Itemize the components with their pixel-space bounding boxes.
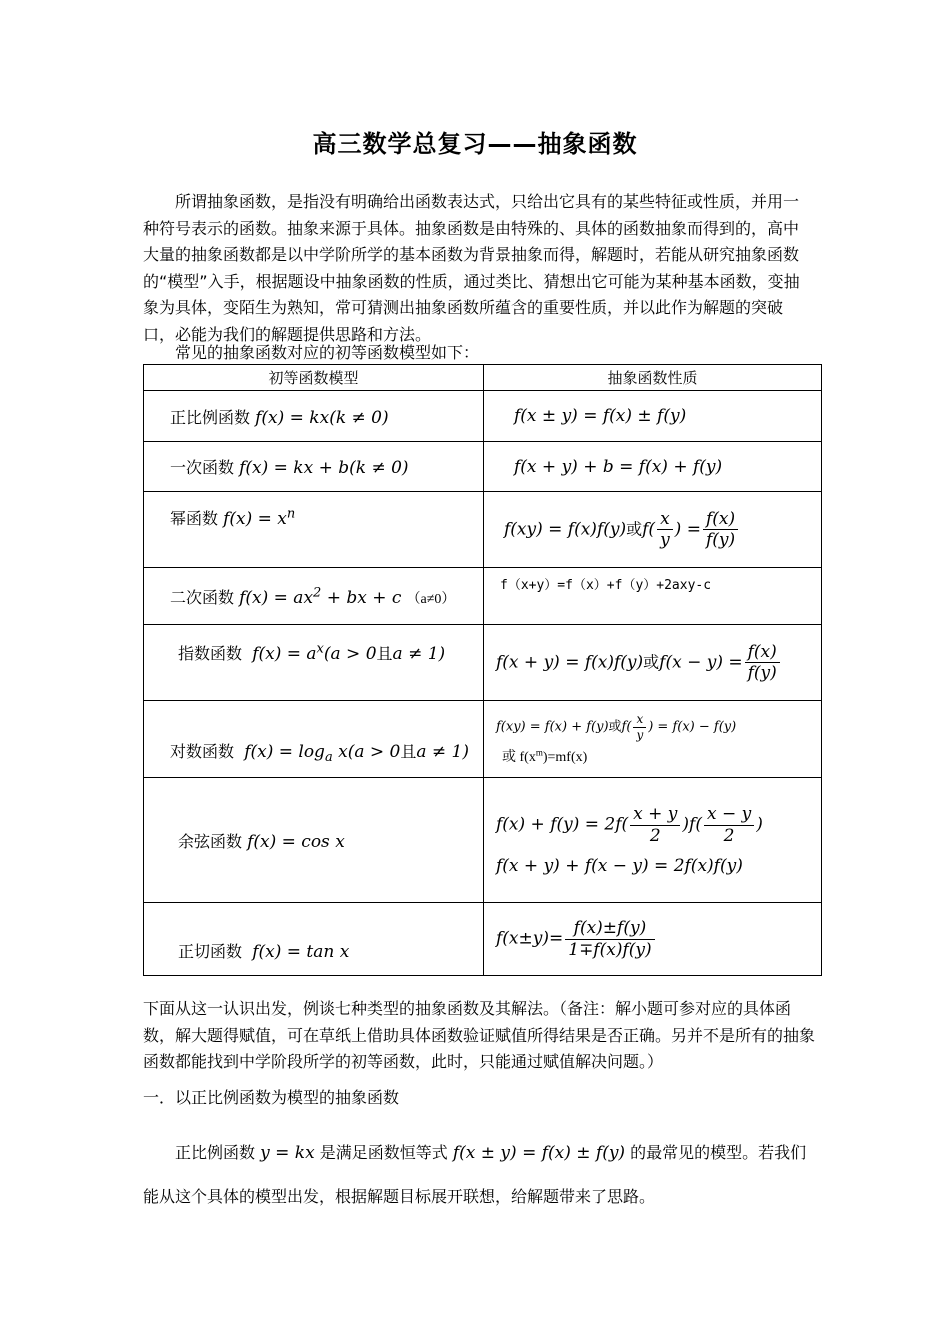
model-table <box>143 364 822 976</box>
property-cell: f(xy) = f(x) + f(y)或f( $\frac{x}{y}$ ) = f(x) − f(y) 或 $f(x^m)=mf(x)$ <box>484 701 822 778</box>
table-row <box>144 442 822 492</box>
table-row <box>144 701 822 778</box>
property-cell: f(x + y) = f(x)f(y)或f(x − y) = $\frac{f(x)}{f(y)}$ <box>484 625 822 701</box>
table-header: 抽象函数性质 <box>484 365 822 391</box>
model-cell: 二次函数 $f(x) = ax^2$ + bx + c （a≠0） <box>144 568 484 625</box>
model-cell: 正切函数 f(x) = tan x <box>144 903 484 976</box>
fraction: $\frac{f(x)}{f(y)}$ <box>745 642 780 684</box>
property-cell: f(x ± y) = f(x) ± f(y) <box>484 391 822 442</box>
table-row <box>144 391 822 442</box>
model-cell: 余弦函数 f(x) = cos x <box>144 778 484 903</box>
after-table-paragraph: 下面从这一认识出发，例谈七种类型的抽象函数及其解法。（备注：解小题可参对应的具体函数，解大题得赋值，可在草纸上借助具体函数验证赋值所得结果是否正确。另并不是所有的抽象函数都能找到中学阶段所学的初等函数，此时，只能通过赋值解决问题。） <box>143 999 816 1071</box>
page-title: 高三数学总复习——抽象函数 <box>312 130 638 158</box>
table-row <box>144 492 822 568</box>
table-header-row <box>144 365 822 391</box>
property-cell: f(x±y)= $\frac{f(x)\pm f(y)}{1\mp f(x)f(y)}$ <box>484 903 822 976</box>
fraction: $\frac{x}{y}$ <box>657 509 673 551</box>
fraction: $\frac{f(x)}{f(y)}$ <box>703 509 738 551</box>
section-paragraph: 正比例函数 y = kx 是满足函数恒等式 f(x ± y) = f(x) ± f(y) 的最常见的模型。若我们 能从这个具体的模型出发，根据解题目标展开联想，给解题带来了思路。 <box>143 1143 807 1206</box>
table-row <box>144 625 822 701</box>
table-intro: 常见的抽象函数对应的初等函数模型如下： <box>175 343 480 362</box>
table-header: 初等函数模型 <box>144 365 484 391</box>
property-cell: f(x) + f(y) = 2f( $\frac{x + y}{2}$ )f( $\frac{x - y}{2}$ ) f(x + y) + f(x − y) = 2f(x)f(y) <box>484 778 822 903</box>
model-cell: 幂函数 $f(x) = x^n$ <box>144 492 484 568</box>
table-row <box>144 778 822 903</box>
table-row <box>144 568 822 625</box>
fraction: $\frac{x + y}{2}$ <box>630 804 680 846</box>
fraction: $\frac{x}{y}$ <box>633 712 646 742</box>
fraction: $\frac{f(x)\pm f(y)}{1\mp f(x)f(y)}$ <box>565 918 654 960</box>
model-cell: 一次函数 f(x) = kx + b(k ≠ 0) <box>144 442 484 492</box>
section-heading: 一．以正比例函数为模型的抽象函数 <box>143 1088 400 1107</box>
table-row <box>144 903 822 976</box>
intro-paragraph: 所谓抽象函数，是指没有明确给出函数表达式，只给出它具有的某些特征或性质，并用一种符号表示的函数。抽象来源于具体。抽象函数是由特殊的、具体的函数抽象而得到的，高中大量的抽象函数都是以中学阶所学的基本函数为背景抽象而得，解题时，若能从研究抽象函数的“模型”入手，根据题设中抽象函数的性质，通过类比、猜想出它可能为某种基本函数，变抽象为具体，变陌生为熟知，常可猜测出抽象函数所蕴含的重要性质，并以此作为解题的突破口，必能为我们的解题提供思路和方法。 <box>143 192 800 344</box>
property-cell: f(xy) = f(x)f(y)或f( $\frac{x}{y}$ ) = $\frac{f(x)}{f(y)}$ <box>484 492 822 568</box>
property-cell: f（x+y）=f（x）+f（y）+2axy-c <box>484 568 822 625</box>
model-cell: 正比例函数 f(x) = kx(k ≠ 0) <box>144 391 484 442</box>
model-cell: 指数函数 $f(x) = a^x(a > 0$且a ≠ 1) <box>144 625 484 701</box>
model-cell: 对数函数 $f(x) = \log_a x(a > 0$且a ≠ 1) <box>144 701 484 778</box>
fraction: $\frac{x - y}{2}$ <box>704 804 754 846</box>
property-cell: f(x + y) + b = f(x) + f(y) <box>484 442 822 492</box>
